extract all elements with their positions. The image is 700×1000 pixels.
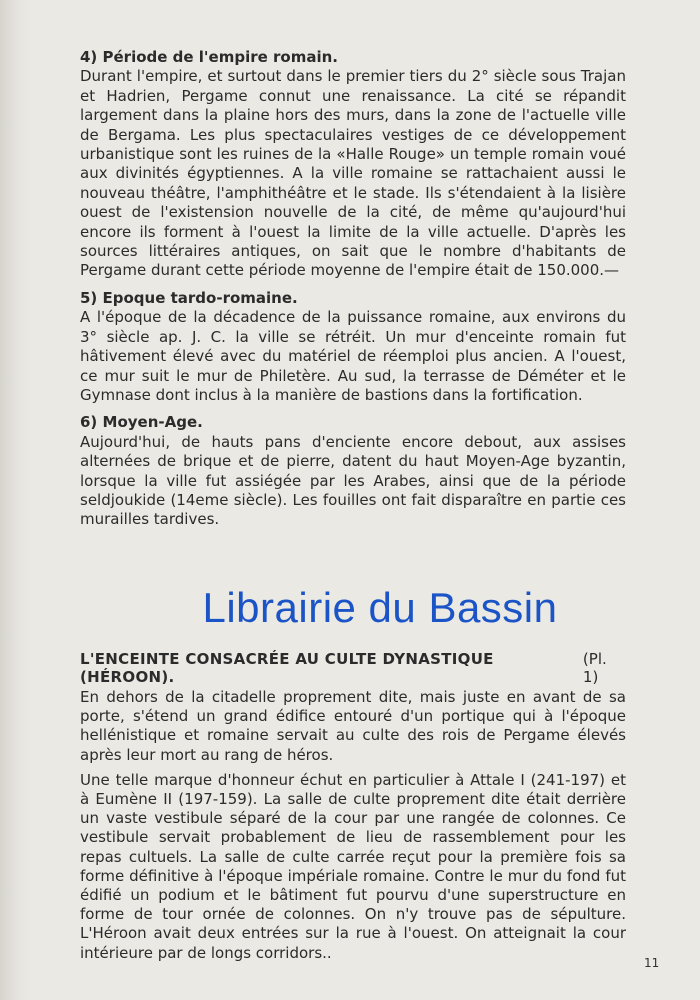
- watermark-text: Librairie du Bassin: [202, 584, 558, 631]
- page-gutter-shadow: [0, 0, 30, 1000]
- section-heading: 4) Période de l'empire romain.: [80, 48, 338, 66]
- section-imperial-period: [80, 48, 626, 281]
- section-body: A l'époque de la décadence de la puissance romaine, aux environs du 3° siècle ap. J. C. la ville se rétréit. Un mur d'enceinte romain fut hâtivement élevé avec du matériel de réemploi plus ancien. A l'ouest, ce mur suit le mur de Philetère. Au sud, la terrasse de Déméter et le Gymnase dont inclus à la manière de bastions dans la fortification.: [80, 308, 626, 404]
- section-middle-ages: [80, 413, 626, 529]
- chapter-heading: [80, 650, 626, 686]
- chapter-paragraph: Une telle marque d'honneur échut en particulier à Attale I (241-197) et à Eumène II (197-159). La salle de culte proprement dite était derrière un vaste vestibule séparé de la cour par une rangée de colonnes. Ce vestibule servait probablement de lieu de rassemblement pour les repas cultuels. La salle de culte carrée reçut pour la première fois sa forme définitive à l'époque impériale romaine. Contre le mur du fond fut édifié un podium et le bâtiment fut pourvu d'une superstructure en forme de tour ornée de colonnes. On n'y trouve pas de sépulture. L'Héroon avait deux entrées sur la rue à l'ouest. On atteignait la cour intérieure par de longs corridors..: [80, 770, 626, 962]
- page-number: 11: [644, 956, 660, 970]
- section-body: Durant l'empire, et surtout dans le premier tiers du 2° siècle sous Trajan et Hadrien, Pergame connut une renaissance. La cité se répandit largement dans la plaine hors des murs, dans la zone de l'actuelle ville de Bergama. Les plus spectaculaires vestiges de ce développement urbanistique sont les ruines de la «Halle Rouge» un temple romain voué aux divinités égyptiennes. A la ville romaine se rattachaient aussi le nouveau théâtre, l'amphithéâtre et le stade. Ils s'étendaient à la lisière ouest de l'existension nouvelle de la cité, de même qu'aujourd'hui encore ils forment à l'ouest la limite de la ville actuelle. D'après les sources littéraires antiques, on sait que le nombre d'habitants de Pergame durant cette période moyenne de l'empire était de 150.000.—: [80, 67, 626, 280]
- main-text-block: [80, 48, 626, 538]
- chapter-title: L'ENCEINTE CONSACRÉE AU CULTE DYNASTIQUE (HÉROON).: [80, 650, 494, 686]
- plate-reference: (Pl. 1): [582, 650, 607, 686]
- section-heading: 6) Moyen-Age.: [80, 413, 203, 432]
- section-late-roman: [80, 289, 626, 405]
- section-body: Aujourd'hui, de hauts pans d'enciente encore debout, aux assises alternées de brique et de pierre, datent du haut Moyen-Age byzantin, lorsque la ville fut assiégée par les Arabes, ainsi que de la période seldjoukide (14eme siècle). Les fouilles ont fait disparaître en partie ces murailles tardives.: [80, 432, 626, 529]
- chapter-paragraph: En dehors de la citadelle proprement dite, mais juste en avant de sa porte, s'étend un grand édifice entouré d'un portique qui à l'époque hellénistique et romaine servait au culte des rois de Pergame élevés après leur mort au rang de héros.: [80, 688, 626, 764]
- chapter-text-block: [80, 688, 626, 969]
- section-heading: 5) Epoque tardo-romaine.: [80, 288, 298, 307]
